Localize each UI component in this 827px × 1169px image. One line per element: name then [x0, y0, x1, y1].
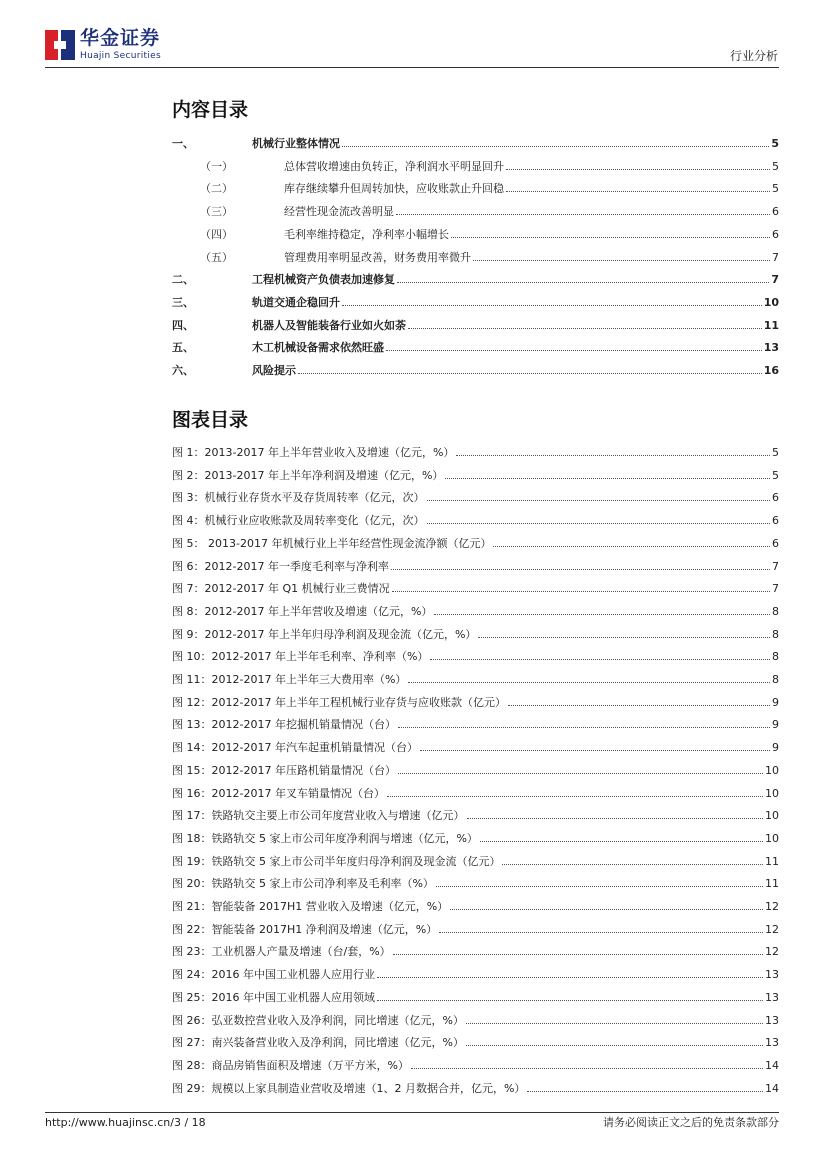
figure-entry-title: 图 9：2012-2017 年上半年归母净利润及现金流（亿元，%）	[172, 627, 477, 641]
figure-entry-page: 6	[772, 514, 779, 528]
figure-entry[interactable]	[172, 514, 779, 528]
figure-entry-page: 13	[765, 990, 779, 1004]
figure-entry-page: 9	[772, 718, 779, 732]
figure-dot-leader	[398, 727, 770, 728]
toc-entry[interactable]	[172, 341, 779, 355]
figure-entry-title: 图 12：2012-2017 年上半年工程机械行业存货与应收账款（亿元）	[172, 695, 506, 709]
report-type-label: 行业分析	[729, 49, 778, 63]
toc-dot-leader	[342, 146, 769, 147]
figure-entry-title: 图 8：2012-2017 年上半年营收及增速（亿元，%）	[172, 604, 433, 618]
toc-entry-page: 10	[763, 295, 779, 309]
toc-dot-leader	[397, 282, 769, 283]
figure-entry-page: 8	[772, 673, 779, 686]
toc-entry-number: 六、	[172, 364, 194, 377]
figure-entry-title: 图 4：机械行业应收账款及周转率变化（亿元，次）	[172, 514, 425, 528]
figure-entry-title: 图 13：2012-2017 年挖掘机销量情况（台）	[172, 718, 396, 732]
figure-entry[interactable]	[172, 718, 779, 732]
toc-entry-title: 机器人及智能装备行业如火如荼	[252, 318, 406, 332]
toc-entry-number: 一、	[172, 137, 194, 150]
toc-entry[interactable]	[172, 182, 779, 196]
toc-entry-title: 毛利率维持稳定，净利率小幅增长	[284, 227, 449, 241]
figure-entry[interactable]	[172, 991, 779, 1005]
figure-entry[interactable]	[172, 1014, 779, 1028]
toc-entry[interactable]	[172, 364, 779, 378]
toc-entry[interactable]	[172, 228, 779, 242]
figure-entry-page: 10	[765, 786, 779, 800]
figure-entry[interactable]	[172, 1082, 779, 1096]
figure-entry-title: 图 16：2012-2017 年叉车销量情况（台）	[172, 786, 385, 800]
figure-dot-leader	[480, 841, 763, 842]
figure-entry-title: 图 7：2012-2017 年 Q1 机械行业三费情况	[172, 582, 390, 596]
toc-entry-title: 库存继续攀升但周转加快，应收账款止升回稳	[284, 182, 504, 196]
toc-entry-title: 工程机械资产负债表加速修复	[252, 273, 395, 287]
figure-entry[interactable]	[172, 1036, 779, 1050]
figure-dot-leader	[387, 796, 763, 797]
figure-entry-title: 图 5： 2013-2017 年机械行业上半年经营性现金流净额（亿元）	[172, 536, 492, 550]
figure-dot-leader	[434, 614, 770, 615]
figure-entry-page: 6	[772, 491, 779, 505]
toc-entry-page: 13	[763, 341, 779, 355]
toc-entry[interactable]	[172, 273, 779, 287]
toc-entry[interactable]	[172, 205, 779, 219]
figure-dot-leader	[411, 1068, 763, 1069]
figure-entry[interactable]	[172, 877, 779, 891]
toc-entry-title: 总体营收增速由负转正，净利润水平明显回升	[284, 159, 504, 173]
toc-entry-page: 7	[772, 250, 779, 264]
figure-entry-title: 图 24：2016 年中国工业机器人应用行业	[172, 968, 375, 982]
figure-entry-title: 图 3：机械行业存货水平及存货周转率（亿元，次）	[172, 491, 425, 505]
figure-dot-leader	[467, 818, 764, 819]
page-header	[0, 0, 827, 70]
figure-entry-page: 7	[772, 559, 779, 573]
figure-entry-title: 图 17：铁路轨交主要上市公司年度营业收入与增速（亿元）	[172, 809, 465, 823]
figure-entry-title: 图 14：2012-2017 年汽车起重机销量情况（台）	[172, 741, 418, 755]
figure-dot-leader	[430, 659, 770, 660]
figure-entry[interactable]	[172, 582, 779, 596]
figure-entry[interactable]	[172, 673, 779, 687]
figure-entry-title: 图 18：铁路轨交 5 家上市公司年度净利润与增速（亿元，%）	[172, 831, 478, 845]
toc-dot-leader	[473, 260, 770, 261]
toc-entry[interactable]	[172, 160, 779, 174]
figure-entry-title: 图 19：铁路轨交 5 家上市公司半年度归母净利润及现金流（亿元）	[172, 854, 501, 868]
figure-dot-leader	[420, 750, 770, 751]
figure-entry-title: 图 20：铁路轨交 5 家上市公司净利率及毛利率（%）	[172, 877, 434, 891]
figure-entry-page: 5	[772, 468, 779, 482]
figure-entry[interactable]	[172, 696, 779, 710]
figure-dot-leader	[427, 500, 771, 501]
toc-entry[interactable]	[172, 296, 779, 310]
figure-entry[interactable]	[172, 968, 779, 982]
figure-entry-title: 图 25：2016 年中国工业机器人应用领域	[172, 990, 375, 1004]
figure-dot-leader	[445, 478, 770, 479]
figure-entry-page: 8	[772, 604, 779, 618]
toc-entry-title: 机械行业整体情况	[252, 137, 340, 150]
toc-entry-page: 6	[772, 227, 779, 241]
figure-dot-leader	[456, 455, 770, 456]
toc-entry-title: 经营性现金流改善明显	[284, 205, 394, 219]
figure-entry-page: 14	[765, 1058, 779, 1072]
toc-dot-leader	[298, 373, 762, 374]
figure-entry[interactable]	[172, 832, 779, 846]
brand-name-en: Huajin Securities	[80, 51, 162, 61]
figure-entry-title: 图 1：2013-2017 年上半年营业收入及增速（亿元，%）	[172, 446, 455, 459]
toc-entry-number: 四、	[172, 318, 194, 332]
figure-dot-leader	[398, 773, 763, 774]
figure-entry[interactable]	[172, 605, 779, 619]
toc-entry-number: （四）	[200, 227, 233, 241]
toc-dot-leader	[342, 305, 762, 306]
figure-entry[interactable]	[172, 560, 779, 574]
toc-entry-number: 五、	[172, 341, 194, 355]
figure-dot-leader	[478, 637, 770, 638]
figure-entry-page: 10	[765, 763, 779, 777]
toc-entry-number: （一）	[200, 159, 233, 173]
figure-entry-title: 图 28：商品房销售面积及增速（万平方米，%）	[172, 1058, 409, 1072]
toc-dot-leader	[506, 169, 770, 170]
figure-entry-page: 11	[765, 877, 779, 891]
toc-entry[interactable]	[172, 251, 779, 265]
figure-dot-leader	[377, 977, 763, 978]
figure-entry-page: 13	[765, 1036, 779, 1050]
figure-entry-page: 9	[772, 695, 779, 709]
toc-entry-number: （五）	[200, 250, 233, 264]
toc-entry-title: 轨道交通企稳回升	[252, 295, 340, 309]
header-divider	[45, 67, 779, 68]
figure-entry-title: 图 2：2013-2017 年上半年净利润及增速（亿元，%）	[172, 468, 444, 482]
figure-entry[interactable]	[172, 855, 779, 869]
figure-entry-page: 12	[765, 945, 779, 959]
figure-entry[interactable]	[172, 787, 779, 801]
figure-dot-leader	[392, 591, 770, 592]
toc-entry-page: 11	[763, 318, 779, 332]
toc-entry-number: 二、	[172, 273, 194, 287]
figure-entry[interactable]	[172, 537, 779, 551]
figure-entry-page: 12	[765, 922, 779, 936]
figure-entry-title: 图 6：2012-2017 年一季度毛利率与净利率	[172, 559, 389, 573]
figure-dot-leader	[508, 705, 770, 706]
huajin-logo-icon	[45, 30, 75, 60]
figure-entry[interactable]	[172, 1059, 779, 1073]
figure-dot-leader	[527, 1091, 763, 1092]
figure-entry-page: 5	[772, 446, 779, 459]
toc-title: 内容目录	[172, 99, 249, 121]
figure-entry-title: 图 29：规模以上家具制造业营收及增速（1、2 月数据合并，亿元，%）	[172, 1081, 526, 1095]
toc-entry[interactable]	[172, 319, 779, 333]
toc-dot-leader	[408, 328, 762, 329]
footer-divider	[45, 1112, 779, 1113]
figure-entry[interactable]	[172, 945, 779, 959]
toc-entry-title: 管理费用率明显改善，财务费用率微升	[284, 250, 471, 264]
figure-entry-title: 图 15：2012-2017 年压路机销量情况（台）	[172, 763, 396, 777]
brand-name-cn: 华金证券	[80, 27, 161, 49]
toc-entry-number: （三）	[200, 205, 233, 219]
figure-entry[interactable]	[172, 764, 779, 778]
figure-entry[interactable]	[172, 469, 779, 483]
figure-dot-leader	[466, 1045, 763, 1046]
figure-entry-page: 12	[765, 900, 779, 913]
figure-entry-title: 图 26：弘亚数控营业收入及净利润，同比增速（亿元，%）	[172, 1013, 464, 1027]
toc-dot-leader	[451, 237, 770, 238]
figure-dot-leader	[408, 682, 770, 683]
figure-dot-leader	[391, 569, 770, 570]
toc-entry-page: 5	[771, 137, 779, 150]
footer-disclaimer: 请务必阅读正文之后的免责条款部分	[603, 1116, 779, 1129]
figure-entry-page: 14	[765, 1081, 779, 1095]
figure-entry-page: 10	[765, 809, 779, 823]
figure-entry-page: 11	[765, 854, 779, 868]
figure-entry[interactable]	[172, 741, 779, 755]
figure-entry[interactable]	[172, 491, 779, 505]
figure-dot-leader	[436, 886, 763, 887]
figure-entry-page: 8	[772, 627, 779, 641]
toc-entry-page: 5	[772, 159, 779, 173]
figure-entry-page: 9	[772, 741, 779, 755]
figure-dot-leader	[466, 1023, 763, 1024]
figures-title: 图表目录	[172, 409, 249, 431]
figure-entry-title: 图 27：南兴装备营业收入及净利润，同比增速（亿元，%）	[172, 1036, 464, 1050]
toc-entry-number: 三、	[172, 295, 194, 309]
figure-entry-page: 10	[765, 831, 779, 845]
figure-entry[interactable]	[172, 923, 779, 937]
figure-entry[interactable]	[172, 446, 779, 460]
toc-entry-page: 7	[771, 273, 779, 287]
figure-entry-page: 6	[772, 536, 779, 550]
figure-entry-title: 图 23：工业机器人产量及增速（台/套，%）	[172, 945, 391, 959]
toc-entry-number: （二）	[200, 182, 233, 196]
toc-entry-page: 16	[763, 364, 779, 377]
figure-entry-page: 13	[765, 968, 779, 982]
toc-entry-title: 风险提示	[252, 364, 296, 377]
toc-dot-leader	[396, 214, 770, 215]
figure-entry[interactable]	[172, 650, 779, 664]
figure-dot-leader	[502, 864, 763, 865]
figure-entry-page: 13	[765, 1013, 779, 1027]
figure-entry-title: 图 22：智能装备 2017H1 净利润及增速（亿元，%）	[172, 922, 438, 936]
figure-entry-page: 8	[772, 650, 779, 664]
toc-dot-leader	[386, 350, 762, 351]
figure-entry-title: 图 10：2012-2017 年上半年毛利率、净利率（%）	[172, 650, 429, 664]
figure-entry-title: 图 11：2012-2017 年上半年三大费用率（%）	[172, 673, 407, 686]
footer-url-page[interactable]: http://www.huajinsc.cn/3 / 18	[45, 1116, 206, 1129]
toc-entry[interactable]	[172, 137, 779, 151]
toc-entry-page: 5	[772, 182, 779, 196]
figure-entry-page: 7	[772, 582, 779, 596]
figure-entry[interactable]	[172, 809, 779, 823]
figure-entry-title: 图 21：智能装备 2017H1 营业收入及增速（亿元，%）	[172, 900, 449, 913]
figure-dot-leader	[377, 1000, 763, 1001]
figure-dot-leader	[393, 954, 763, 955]
toc-entry-title: 木工机械设备需求依然旺盛	[252, 341, 384, 355]
toc-entry-page: 6	[772, 205, 779, 219]
figure-entry[interactable]	[172, 628, 779, 642]
figure-dot-leader	[493, 546, 770, 547]
figure-dot-leader	[439, 932, 763, 933]
toc-dot-leader	[506, 191, 770, 192]
figure-dot-leader	[450, 909, 763, 910]
figure-entry[interactable]	[172, 900, 779, 914]
figure-dot-leader	[427, 523, 771, 524]
